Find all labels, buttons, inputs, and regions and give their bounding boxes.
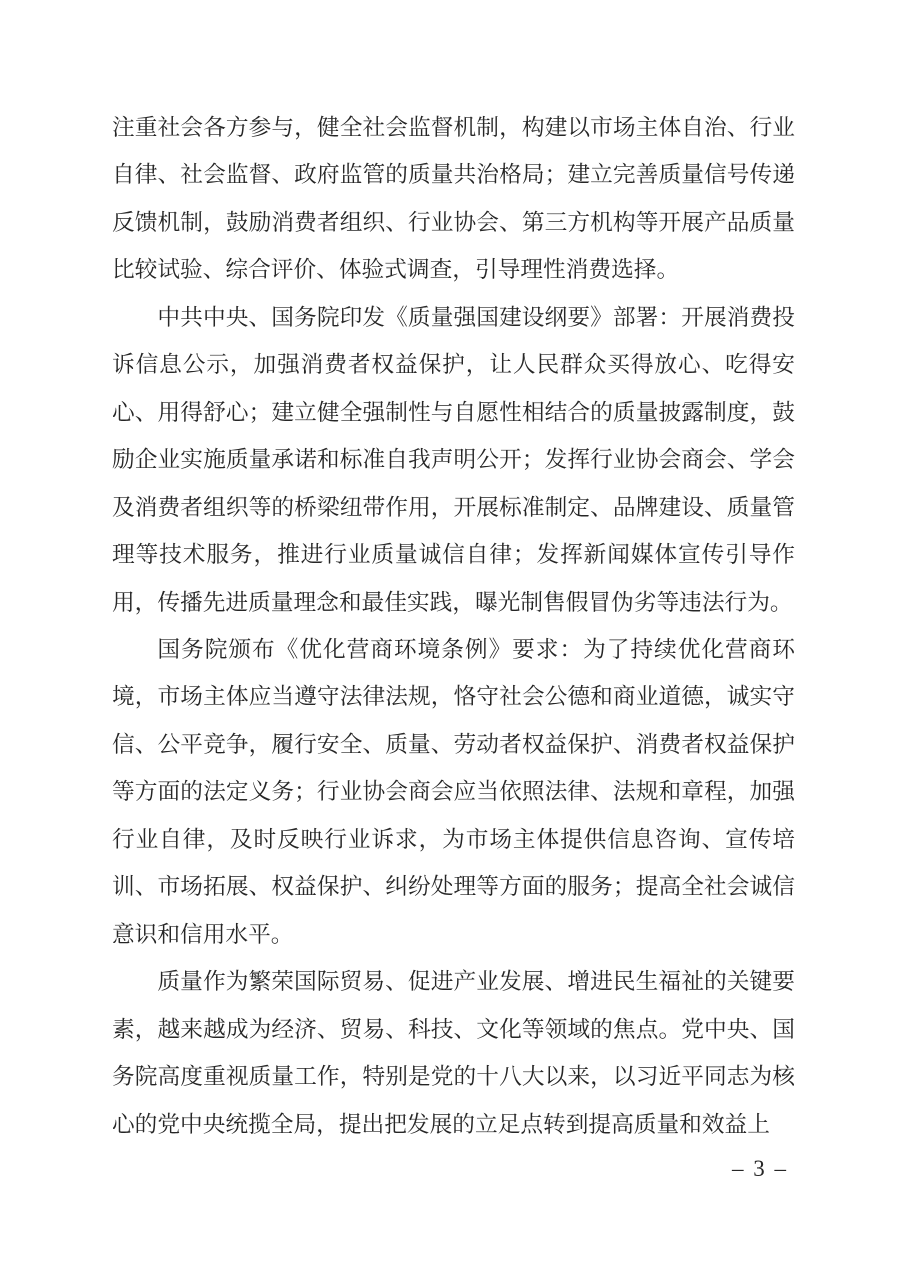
page-number: – 3 –: [732, 1156, 788, 1181]
paragraph-business-environment-regulation: 国务院颁布《优化营商环境条例》要求：为了持续优化营商环境，市场主体应当遵守法律法规，恪守社会公德和商业道德，诚实守信、公平竞争，履行安全、质量、劳动者权益保护、消费者权益保护等方面的法定义务；行业协会商会应当依照法律、法规和章程，加强行业自律，及时反映行业诉求，为市场主体提供信息咨询、宣传培训、市场拓展、权益保护、纠纷处理等方面的服务；提高全社会诚信意识和信用水平。: [112, 636, 795, 947]
document-body-text: [112, 104, 795, 1148]
paragraph-quality-importance: 质量作为繁荣国际贸易、促进产业发展、增进民生福祉的关键要素，越来越成为经济、贸易、科技、文化等领域的焦点。党中央、国务院高度重视质量工作，特别是党的十八大以来，以习近平同志为核心的党中央统揽全局，提出把发展的立足点转到提高质量和效益上: [112, 969, 795, 1137]
paragraph-quality-outline: 中共中央、国务院印发《质量强国建设纲要》部署：开展消费投诉信息公示，加强消费者权益保护，让人民群众买得放心、吃得安心、用得舒心；建立健全强制性与自愿性相结合的质量披露制度，鼓励企业实施质量承诺和标准自我声明公开；发挥行业协会商会、学会及消费者组织等的桥梁纽带作用，开展标准制定、品牌建设、质量管理等技术服务，推进行业质量诚信自律；发挥新闻媒体宣传引导作用，传播先进质量理念和最佳实践，曝光制售假冒伪劣等违法行为。: [112, 304, 795, 615]
paragraph-continuation: 注重社会各方参与，健全社会监督机制，构建以市场主体自治、行业自律、社会监督、政府监管的质量共治格局；建立完善质量信号传递反馈机制，鼓励消费者组织、行业协会、第三方机构等开展产品质量比较试验、综合评价、体验式调查，引导理性消费选择。: [112, 115, 795, 283]
